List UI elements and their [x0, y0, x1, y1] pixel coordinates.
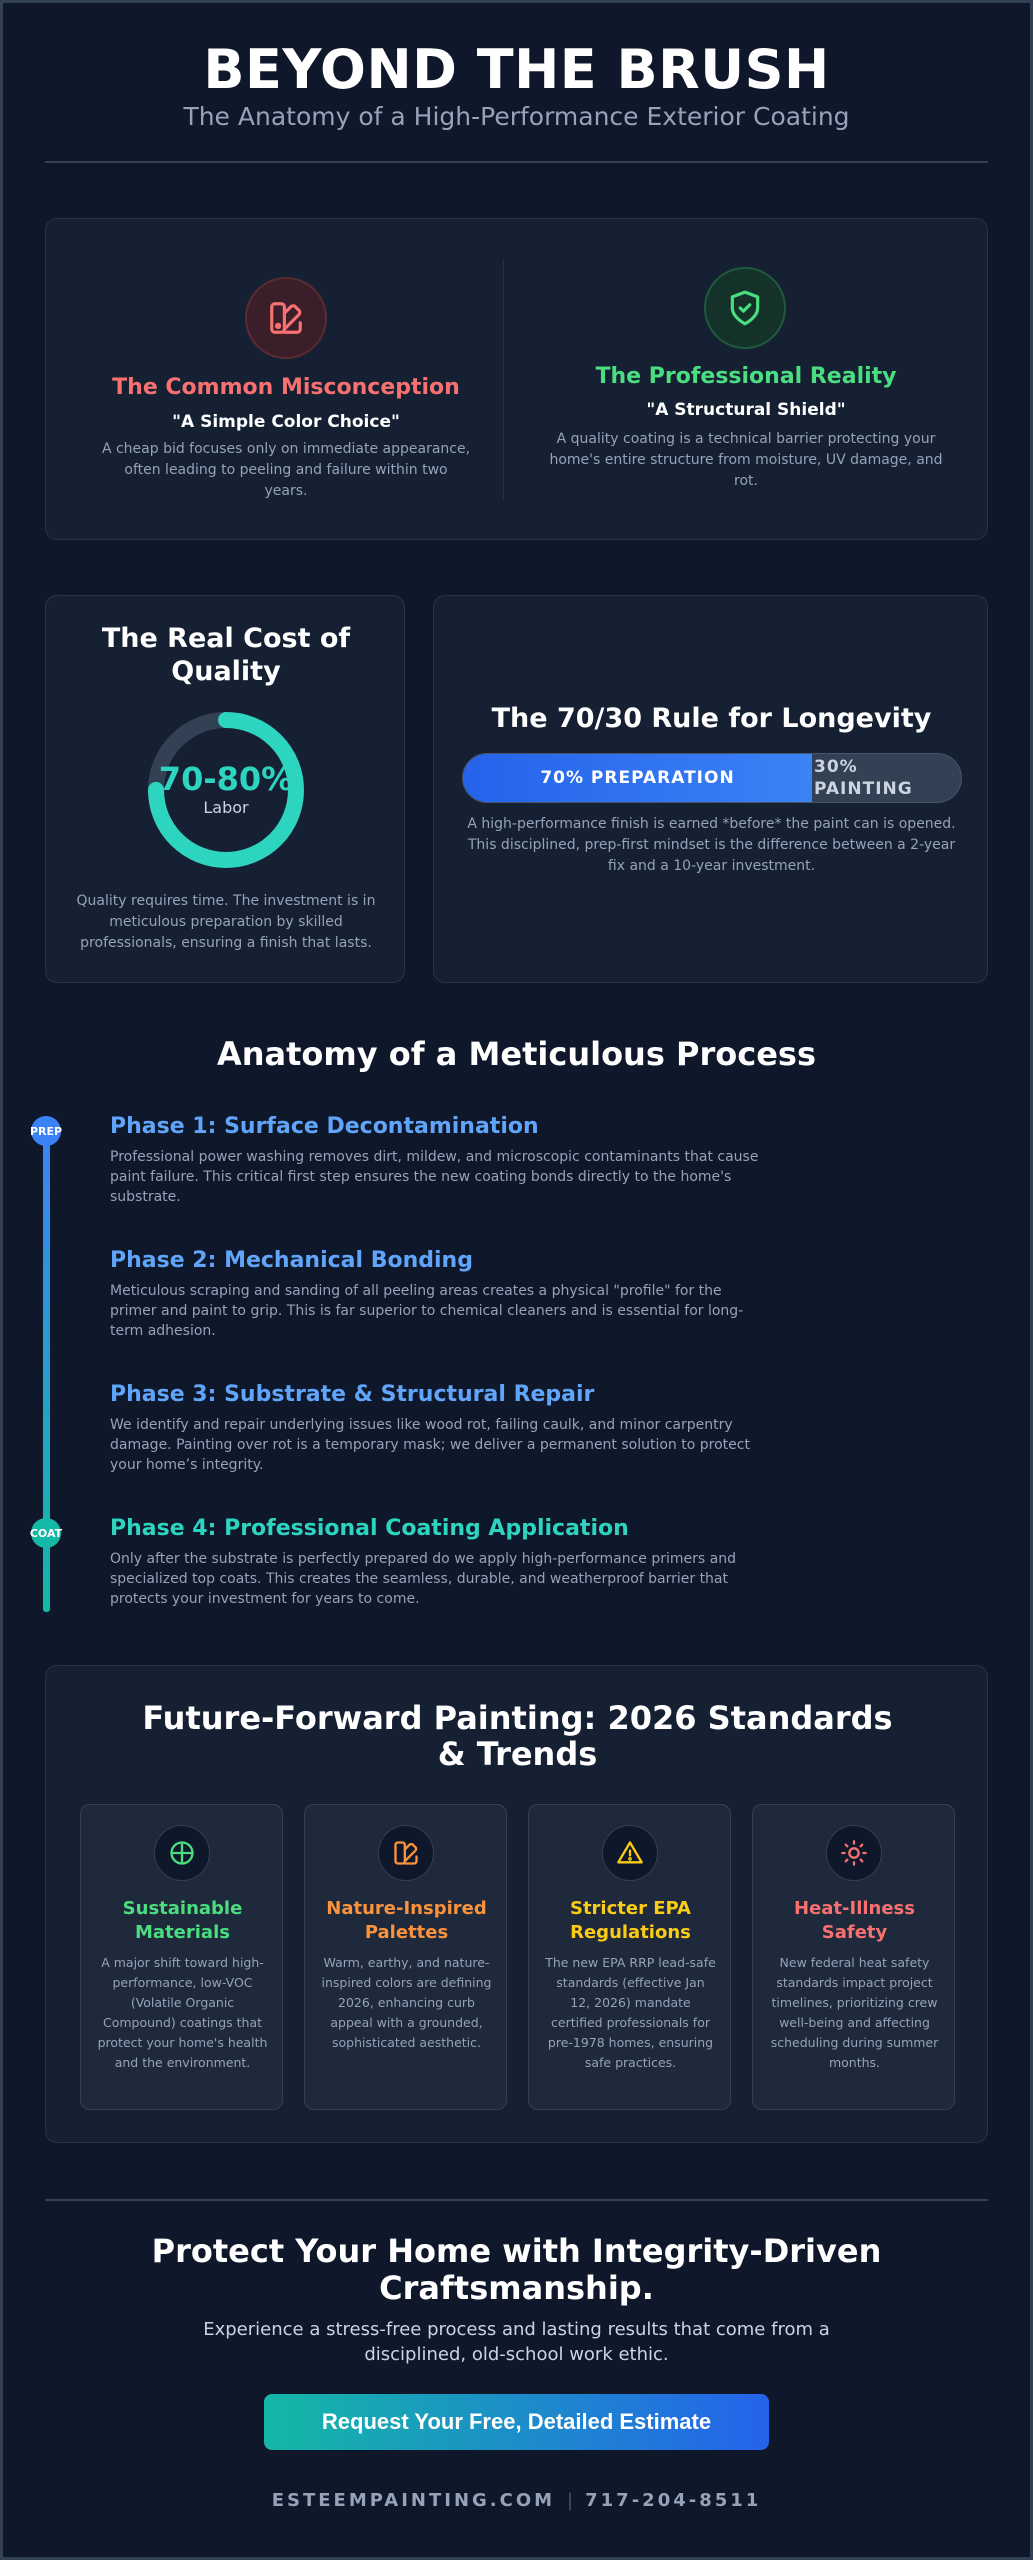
reality-text: A quality coating is a technical barrier protecting your home's entire structure from moisture, UV damage, and rot. [549, 431, 943, 489]
misconception-text: A cheap bid focuses only on immediate appearance, often leading to peeling and failure within two years. [101, 441, 471, 499]
comparison-card [45, 218, 988, 540]
trends-card [45, 1665, 988, 2143]
paint-label: 30% PAINTING [814, 757, 913, 799]
cost-title: The Real Cost of Quality [101, 623, 351, 687]
warning-icon [602, 1825, 658, 1881]
cost-label: Labor [203, 798, 249, 817]
header-divider [45, 161, 988, 163]
rule-text: A high-performance finish is earned *before* the paint can is opened. This disciplined, prep-first mindset is the difference between a 2-year fix and a 10-year investment. [467, 816, 956, 874]
rule-card [433, 595, 988, 983]
phase-3-title: Phase 3: Substrate & Structural Repair [110, 1382, 595, 1407]
prep-label: 70% PREPARATION [540, 768, 735, 788]
prep-badge: PREP [31, 1116, 61, 1146]
misconception-quote: "A Simple Color Choice" [172, 412, 400, 432]
trend-title-epa: Stricter EPA Regulations [569, 1898, 691, 1943]
phase-4-title: Phase 4: Professional Coating Application [110, 1516, 629, 1541]
footer-phone[interactable]: 717-204-8511 [585, 2490, 762, 2511]
cost-value: 70-80% [158, 760, 294, 798]
phase-4 [110, 1516, 770, 1609]
cta-divider [45, 2199, 988, 2201]
cta-text: Experience a stress-free process and lasting results that come from a disciplined, old-school work ethic. [203, 2319, 830, 2365]
rule-bar-paint [812, 754, 961, 802]
trend-card-palettes [304, 1804, 507, 2110]
trend-text-sustainable: A major shift toward high-performance, low-VOC (Volatile Organic Compound) coatings that protect your home's health and the environment. [97, 1955, 268, 2070]
globe-icon [154, 1825, 210, 1881]
rule-bar-prep [463, 754, 812, 802]
trend-title-palettes: Nature-Inspired Palettes [326, 1898, 487, 1943]
trend-text-heat: New federal heat safety standards impact project timelines, prioritizing crew well-being and affecting scheduling during summer months. [770, 1955, 939, 2070]
reality-title: The Professional Reality [595, 364, 897, 389]
phase-2 [110, 1248, 770, 1341]
phase-1-title: Phase 1: Surface Decontamination [110, 1114, 539, 1139]
cost-card [45, 595, 405, 983]
trend-title-heat: Heat-Illness Safety [794, 1898, 915, 1943]
palette-icon [245, 277, 327, 359]
footer-separator: | [567, 2490, 574, 2511]
palette-icon [378, 1825, 434, 1881]
phase-1 [110, 1114, 770, 1207]
trend-text-epa: The new EPA RRP lead-safe standards (effective Jan 12, 2026) mandate certified professionals for pre-1978 homes, ensuring safe practices. [545, 1955, 716, 2070]
trends-title: Future-Forward Painting: 2026 Standards & Trends [142, 1699, 893, 1773]
phase-2-title: Phase 2: Mechanical Bonding [110, 1248, 473, 1273]
cta-title: Protect Your Home with Integrity-Driven Craftsmanship. [151, 2232, 882, 2307]
cost-text: Quality requires time. The investment is in meticulous preparation by skilled professionals, ensuring a finish that lasts. [76, 893, 376, 951]
trend-text-palettes: Warm, earthy, and nature-inspired colors are defining 2026, enhancing curb appeal with a grounded, sophisticated aesthetic. [321, 1955, 492, 2050]
phase-2-text: Meticulous scraping and sanding of all peeling areas creates a physical "profile" for the primer and paint to grip. This is far superior to chemical cleaners and is essential for long-term adhesion. [110, 1283, 744, 1339]
page-title: BEYOND THE BRUSH [203, 38, 830, 101]
phase-3-text: We identify and repair underlying issues like wood rot, failing caulk, and minor carpentry damage. Painting over rot is a temporary mask; we deliver a permanent solution to protect your home’s integrity. [110, 1417, 750, 1473]
misconception-title: The Common Misconception [112, 375, 460, 400]
sun-icon [826, 1825, 882, 1881]
rule-title: The 70/30 Rule for Longevity [491, 703, 932, 734]
footer [0, 2490, 1033, 2511]
rule-bar [462, 753, 962, 803]
footer-website[interactable]: ESTEEMPAINTING.COM [271, 2490, 556, 2511]
trend-card-heat [752, 1804, 955, 2110]
phase-3 [110, 1382, 770, 1475]
reality-quote: "A Structural Shield" [646, 400, 846, 420]
request-estimate-button[interactable]: Request Your Free, Detailed Estimate [264, 2394, 769, 2450]
trend-card-epa [528, 1804, 731, 2110]
page-subtitle: The Anatomy of a High-Performance Exterior Coating [183, 102, 850, 131]
shield-check-icon [704, 267, 786, 349]
coat-badge: COAT [31, 1518, 61, 1548]
trend-card-sustainable [80, 1804, 283, 2110]
phase-1-text: Professional power washing removes dirt, mildew, and microscopic contaminants that cause paint failure. This critical first step ensures the new coating bonds directly to the home's substrate. [110, 1149, 759, 1205]
process-title: Anatomy of a Meticulous Process [216, 1035, 816, 1073]
trend-title-sustainable: Sustainable Materials [122, 1898, 243, 1943]
phase-4-text: Only after the substrate is perfectly prepared do we apply high-performance primers and specialized top coats. This creates the seamless, durable, and weatherproof barrier that protects your investment for years to come. [110, 1551, 736, 1607]
